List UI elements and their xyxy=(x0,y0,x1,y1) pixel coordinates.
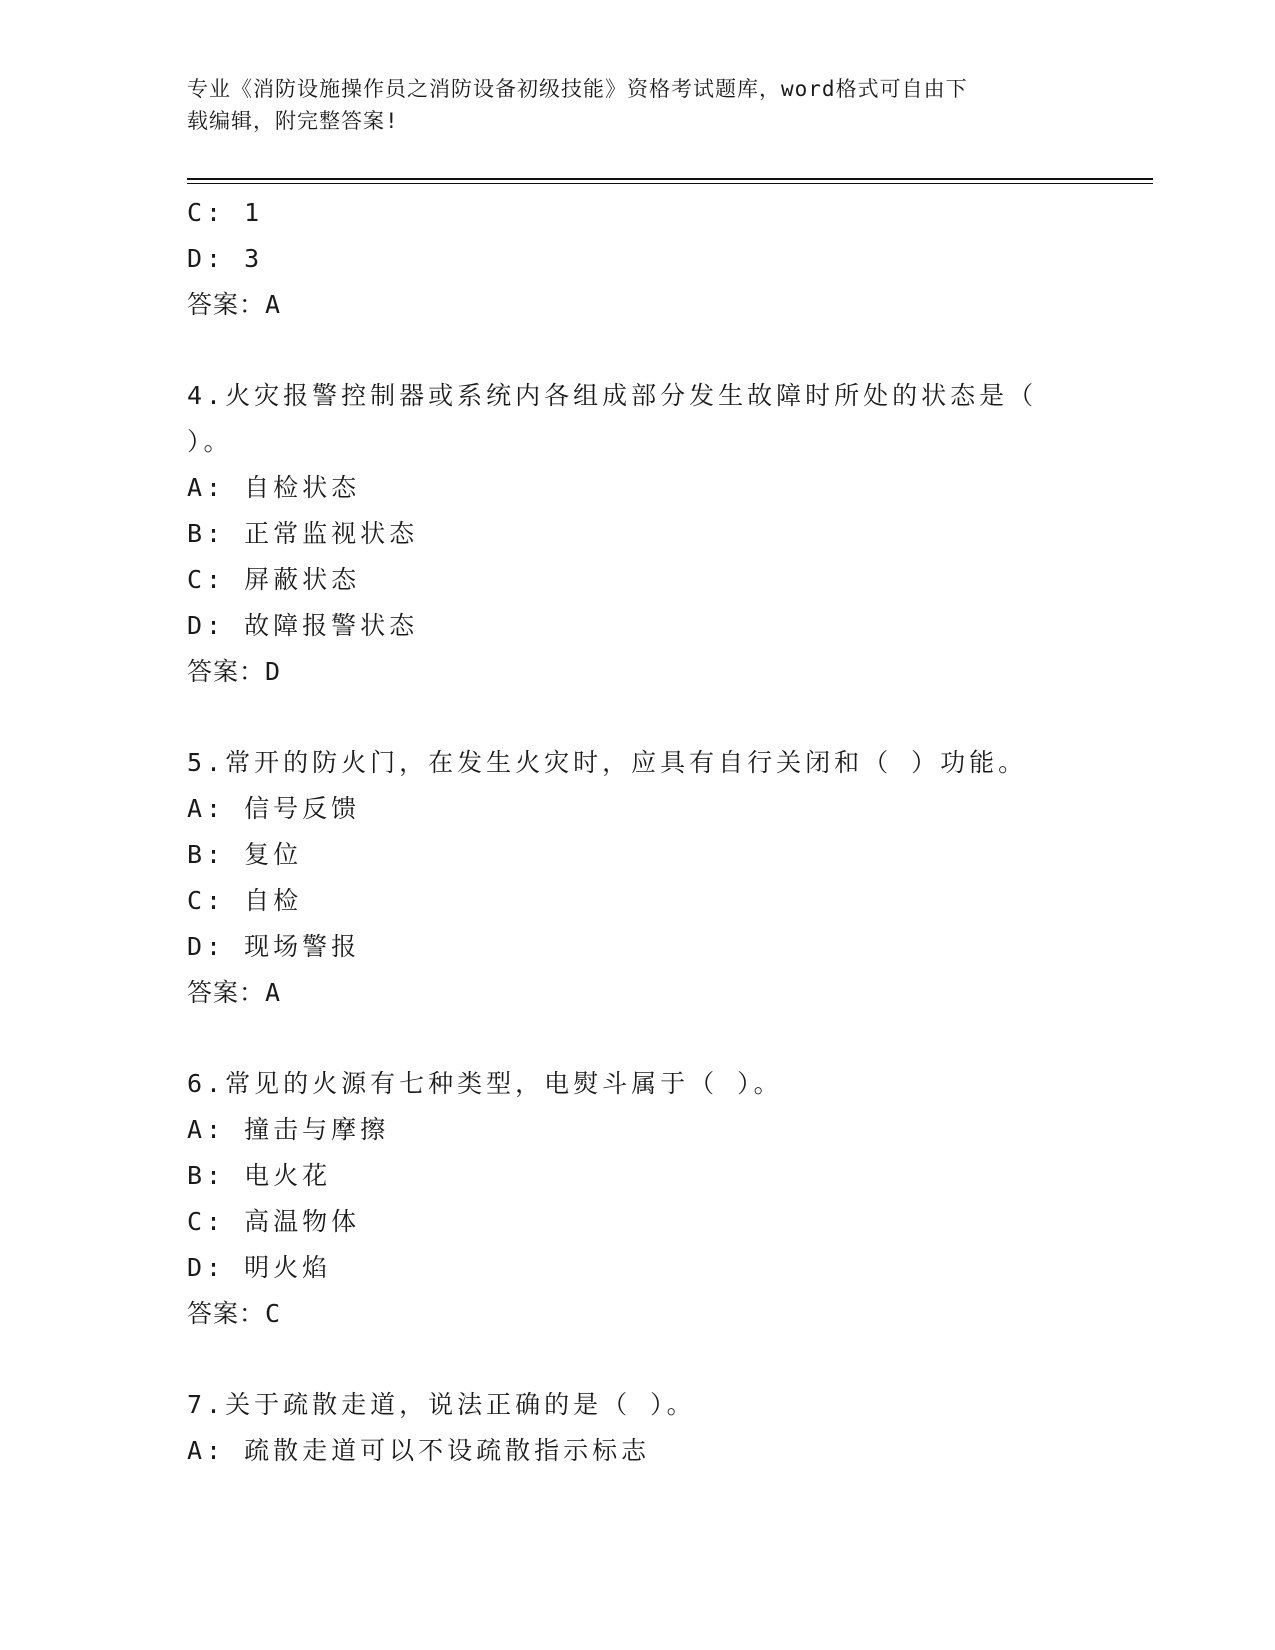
spacer xyxy=(187,1016,1137,1061)
question-stem: 7.关于疏散走道，说法正确的是（ ）。 xyxy=(187,1390,696,1419)
option-d: D: 现场警报 xyxy=(187,932,361,961)
option-d: D: 明火焰 xyxy=(187,1253,332,1282)
spacer xyxy=(187,328,1137,373)
question-6 xyxy=(187,1061,1137,1337)
option-c: C: 自检 xyxy=(187,886,303,915)
header-line-2: 载编辑，附完整答案! xyxy=(187,109,399,133)
answer-label: 答案：D xyxy=(187,657,282,686)
option-b: B: 正常监视状态 xyxy=(187,519,419,548)
document-header xyxy=(187,73,1087,137)
option-d: D: 故障报警状态 xyxy=(187,611,419,640)
option-a: A: 撞击与摩擦 xyxy=(187,1115,390,1144)
option-a: A: 疏散走道可以不设疏散指示标志 xyxy=(187,1436,651,1465)
spacer xyxy=(187,695,1137,740)
question-stem-continued: ）。 xyxy=(187,427,233,456)
option-a: A: 信号反馈 xyxy=(187,794,361,823)
spacer xyxy=(187,1337,1137,1382)
question-stem: 4.火灾报警控制器或系统内各组成部分发生故障时所处的状态是（ xyxy=(187,381,1038,410)
header-divider-thick xyxy=(187,178,1153,180)
answer-label: 答案：C xyxy=(187,1299,282,1328)
option-d: D: 3 xyxy=(187,244,264,273)
question-stem: 6.常见的火源有七种类型，电熨斗属于（ ）。 xyxy=(187,1069,783,1098)
option-b: B: 复位 xyxy=(187,840,303,869)
option-a: A: 自检状态 xyxy=(187,473,361,502)
option-c: C: 高温物体 xyxy=(187,1207,361,1236)
question-stem: 5.常开的防火门，在发生火灾时，应具有自行关闭和（ ）功能。 xyxy=(187,748,1028,777)
header-line-1: 专业《消防设施操作员之消防设备初级技能》资格考试题库，word格式可自由下 xyxy=(187,77,968,101)
question-7 xyxy=(187,1382,1137,1474)
question-list xyxy=(187,190,1137,1474)
header-divider-thin xyxy=(187,183,1153,184)
option-c: C: 屏蔽状态 xyxy=(187,565,361,594)
option-c: C: 1 xyxy=(187,198,264,227)
question-4 xyxy=(187,373,1137,695)
question-3-partial xyxy=(187,190,1137,328)
question-5 xyxy=(187,740,1137,1016)
answer-label: 答案：A xyxy=(187,290,282,319)
answer-label: 答案：A xyxy=(187,978,282,1007)
option-b: B: 电火花 xyxy=(187,1161,332,1190)
